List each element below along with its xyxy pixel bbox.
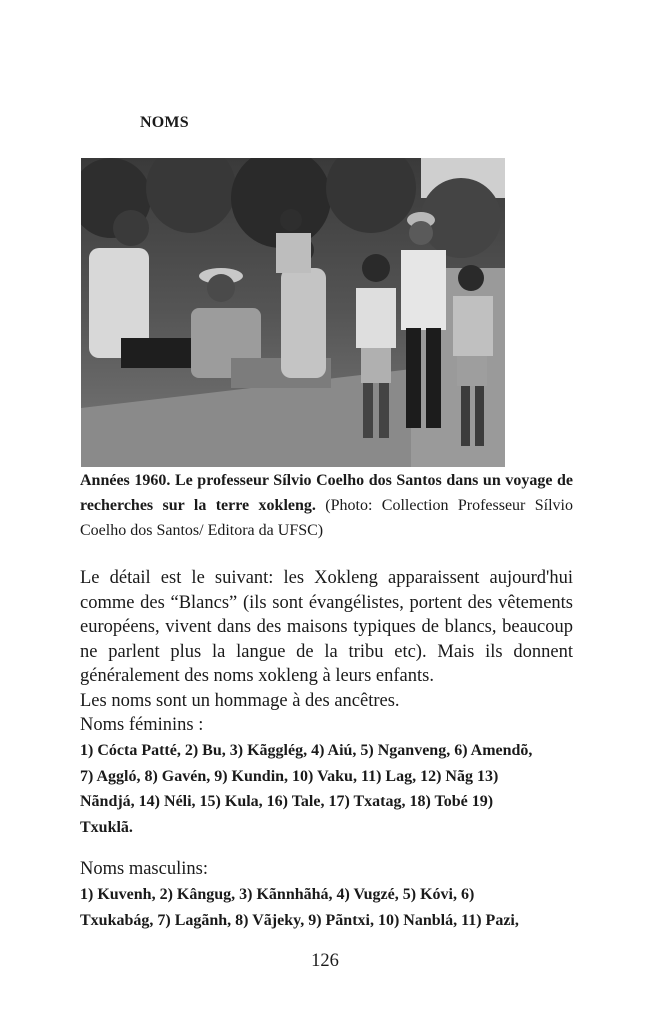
feminine-names-list bbox=[80, 738, 580, 840]
body-paragraph-1 bbox=[80, 566, 573, 738]
photo-caption bbox=[80, 468, 573, 543]
photograph bbox=[81, 158, 505, 467]
feminine-names-label: Noms féminins : bbox=[80, 715, 204, 735]
names-line: 7) Aggló, 8) Gavén, 9) Kundin, 10) Vaku, 11) Lag, 12) Nãg 13) bbox=[80, 767, 499, 785]
photo-image bbox=[81, 158, 505, 467]
names-line: 1) Cócta Patté, 2) Bu, 3) Kãgglég, 4) Aiú, 5) Nganveng, 6) Amendõ, bbox=[80, 742, 533, 759]
names-line: Nãndjá, 14) Néli, 15) Kula, 16) Tale, 17) Txatag, 18) Tobé 19) bbox=[80, 793, 494, 810]
caption-credit: (Photo: Collection Professeur Sílvio Coelho dos Santos/ Editora da UFSC) bbox=[80, 497, 573, 539]
masculine-names-list bbox=[80, 882, 580, 933]
page-number: 126 bbox=[311, 951, 339, 971]
masculine-names-label: Noms masculins: bbox=[80, 859, 208, 879]
section-title: NOMS bbox=[140, 114, 189, 131]
names-line: Txuklã. bbox=[80, 818, 133, 836]
paragraph-homage: Les noms sont un hommage à des ancêtres. bbox=[80, 690, 400, 711]
paragraph-description: Le détail est le suivant: les Xokleng apparaissent aujourd'hui comme des “Blancs” (ils sont évangélistes, portent des vêtements européens, vivent dans des maisons typiques de blancs, beaucoup ne parlent plus la langue de la tribu etc). Mais ils donnent généralement des noms xokleng à leurs enfants. bbox=[80, 568, 573, 686]
caption-bold: Années 1960. Le professeur Sílvio Coelho dos Santos dans un voyage de recherches sur la terre xokleng. bbox=[80, 472, 573, 514]
names-line: 1) Kuvenh, 2) Kângug, 3) Kãnnhãhá, 4) Vugzé, 5) Kóvi, 6) bbox=[80, 886, 475, 903]
names-line: Txukabág, 7) Lagãnh, 8) Vãjeky, 9) Pãntxi, 10) Nanblá, 11) Pazi, bbox=[80, 911, 519, 929]
